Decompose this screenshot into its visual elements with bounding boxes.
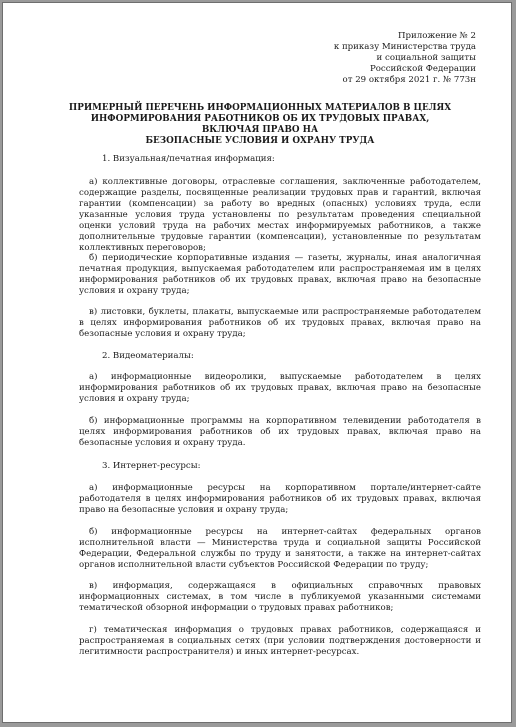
appendix-line: Приложение № 2 [398,31,476,41]
section-heading-visual: 1. Визуальная/печатная информация: [102,154,275,164]
title-line: БЕЗОПАСНЫЕ УСЛОВИЯ И ОХРАНУ ТРУДА [145,136,375,146]
appendix-line: от 29 октября 2021 г. № 773н [342,75,476,85]
document-title [65,103,455,147]
appendix-line: Российской Федерации [369,64,476,74]
title-line: ПРИМЕРНЫЙ ПЕРЕЧЕНЬ ИНФОРМАЦИОННЫХ МАТЕРИАЛОВ В ЦЕЛЯХ [68,103,452,113]
title-line: ИНФОРМИРОВАНИЯ РАБОТНИКОВ ОБ ИХ ТРУДОВЫХ ПРАВАХ, ВКЛЮЧАЯ ПРАВО НА [90,114,430,135]
section-heading-internet: 3. Интернет-ресурсы: [102,461,201,471]
list-item: в) информация, содержащаяся в официальных справочных правовых информационных системах, в том числе в публикуемой указанными системами тематической обзорной информации о трудовых правах работников; [79,581,481,613]
list-item: г) тематическая информация о трудовых правах работников, содержащаяся и распространяемая в социальных сетях (при условии подтверждения достоверности и легитимности распространителя) и иных интернет-ресурсах. [79,625,481,657]
appendix-line: к приказу Министерства труда [333,42,476,52]
appendix-reference [276,31,476,86]
section-heading-video: 2. Видеоматериалы: [102,351,194,361]
list-item: а) коллективные договоры, отраслевые соглашения, заключенные работодателем, содержащие разделы, посвященные реализации трудовых прав и гарантий, включая гарантии (компенсации) за работу во вредных (опасных) условиях труда, если указанные условия труда установлены по результатам проведения специальной оценки условий труда на рабочих местах информируемых работников, а также дополнительные трудовые гарантии (компенсации), установленные по результатам коллективных переговоров; [79,177,481,253]
list-item: а) информационные видеоролики, выпускаемые работодателем в целях информирования работников об их трудовых правах, включая право на безопасные условия и охрану труда; [79,372,481,404]
list-item: б) периодические корпоративные издания — газеты, журналы, иная аналогичная печатная продукция, выпускаемая работодателем или распространяемая им в целях информирования работников об их трудовых правах, включая право на безопасные условия и охрану труда; [79,253,481,296]
document-page [2,2,512,723]
list-item: в) листовки, буклеты, плакаты, выпускаемые или распространяемые работодателем в целях информирования работников об их трудовых правах, включая право на безопасные условия и охрану труда; [79,307,481,339]
appendix-line: и социальной защиты [376,53,476,63]
list-item: б) информационные программы на корпоративном телевидении работодателя в целях информирования работников об их трудовых правах, включая право на безопасные условия и охрану труда. [79,416,481,448]
list-item: а) информационные ресурсы на корпоративном портале/интернет-сайте работодателя в целях информирования работников об их трудовых правах, включая право на безопасные условия и охрану труда; [79,483,481,515]
list-item: б) информационные ресурсы на интернет-сайтах федеральных органов исполнительной власти — Министерства труда и социальной защиты Российской Федерации, Федеральной службы по труду и занятости, а также на интернет-сайтах органов исполнительной власти субъектов Российской Федерации по труду; [79,527,481,570]
